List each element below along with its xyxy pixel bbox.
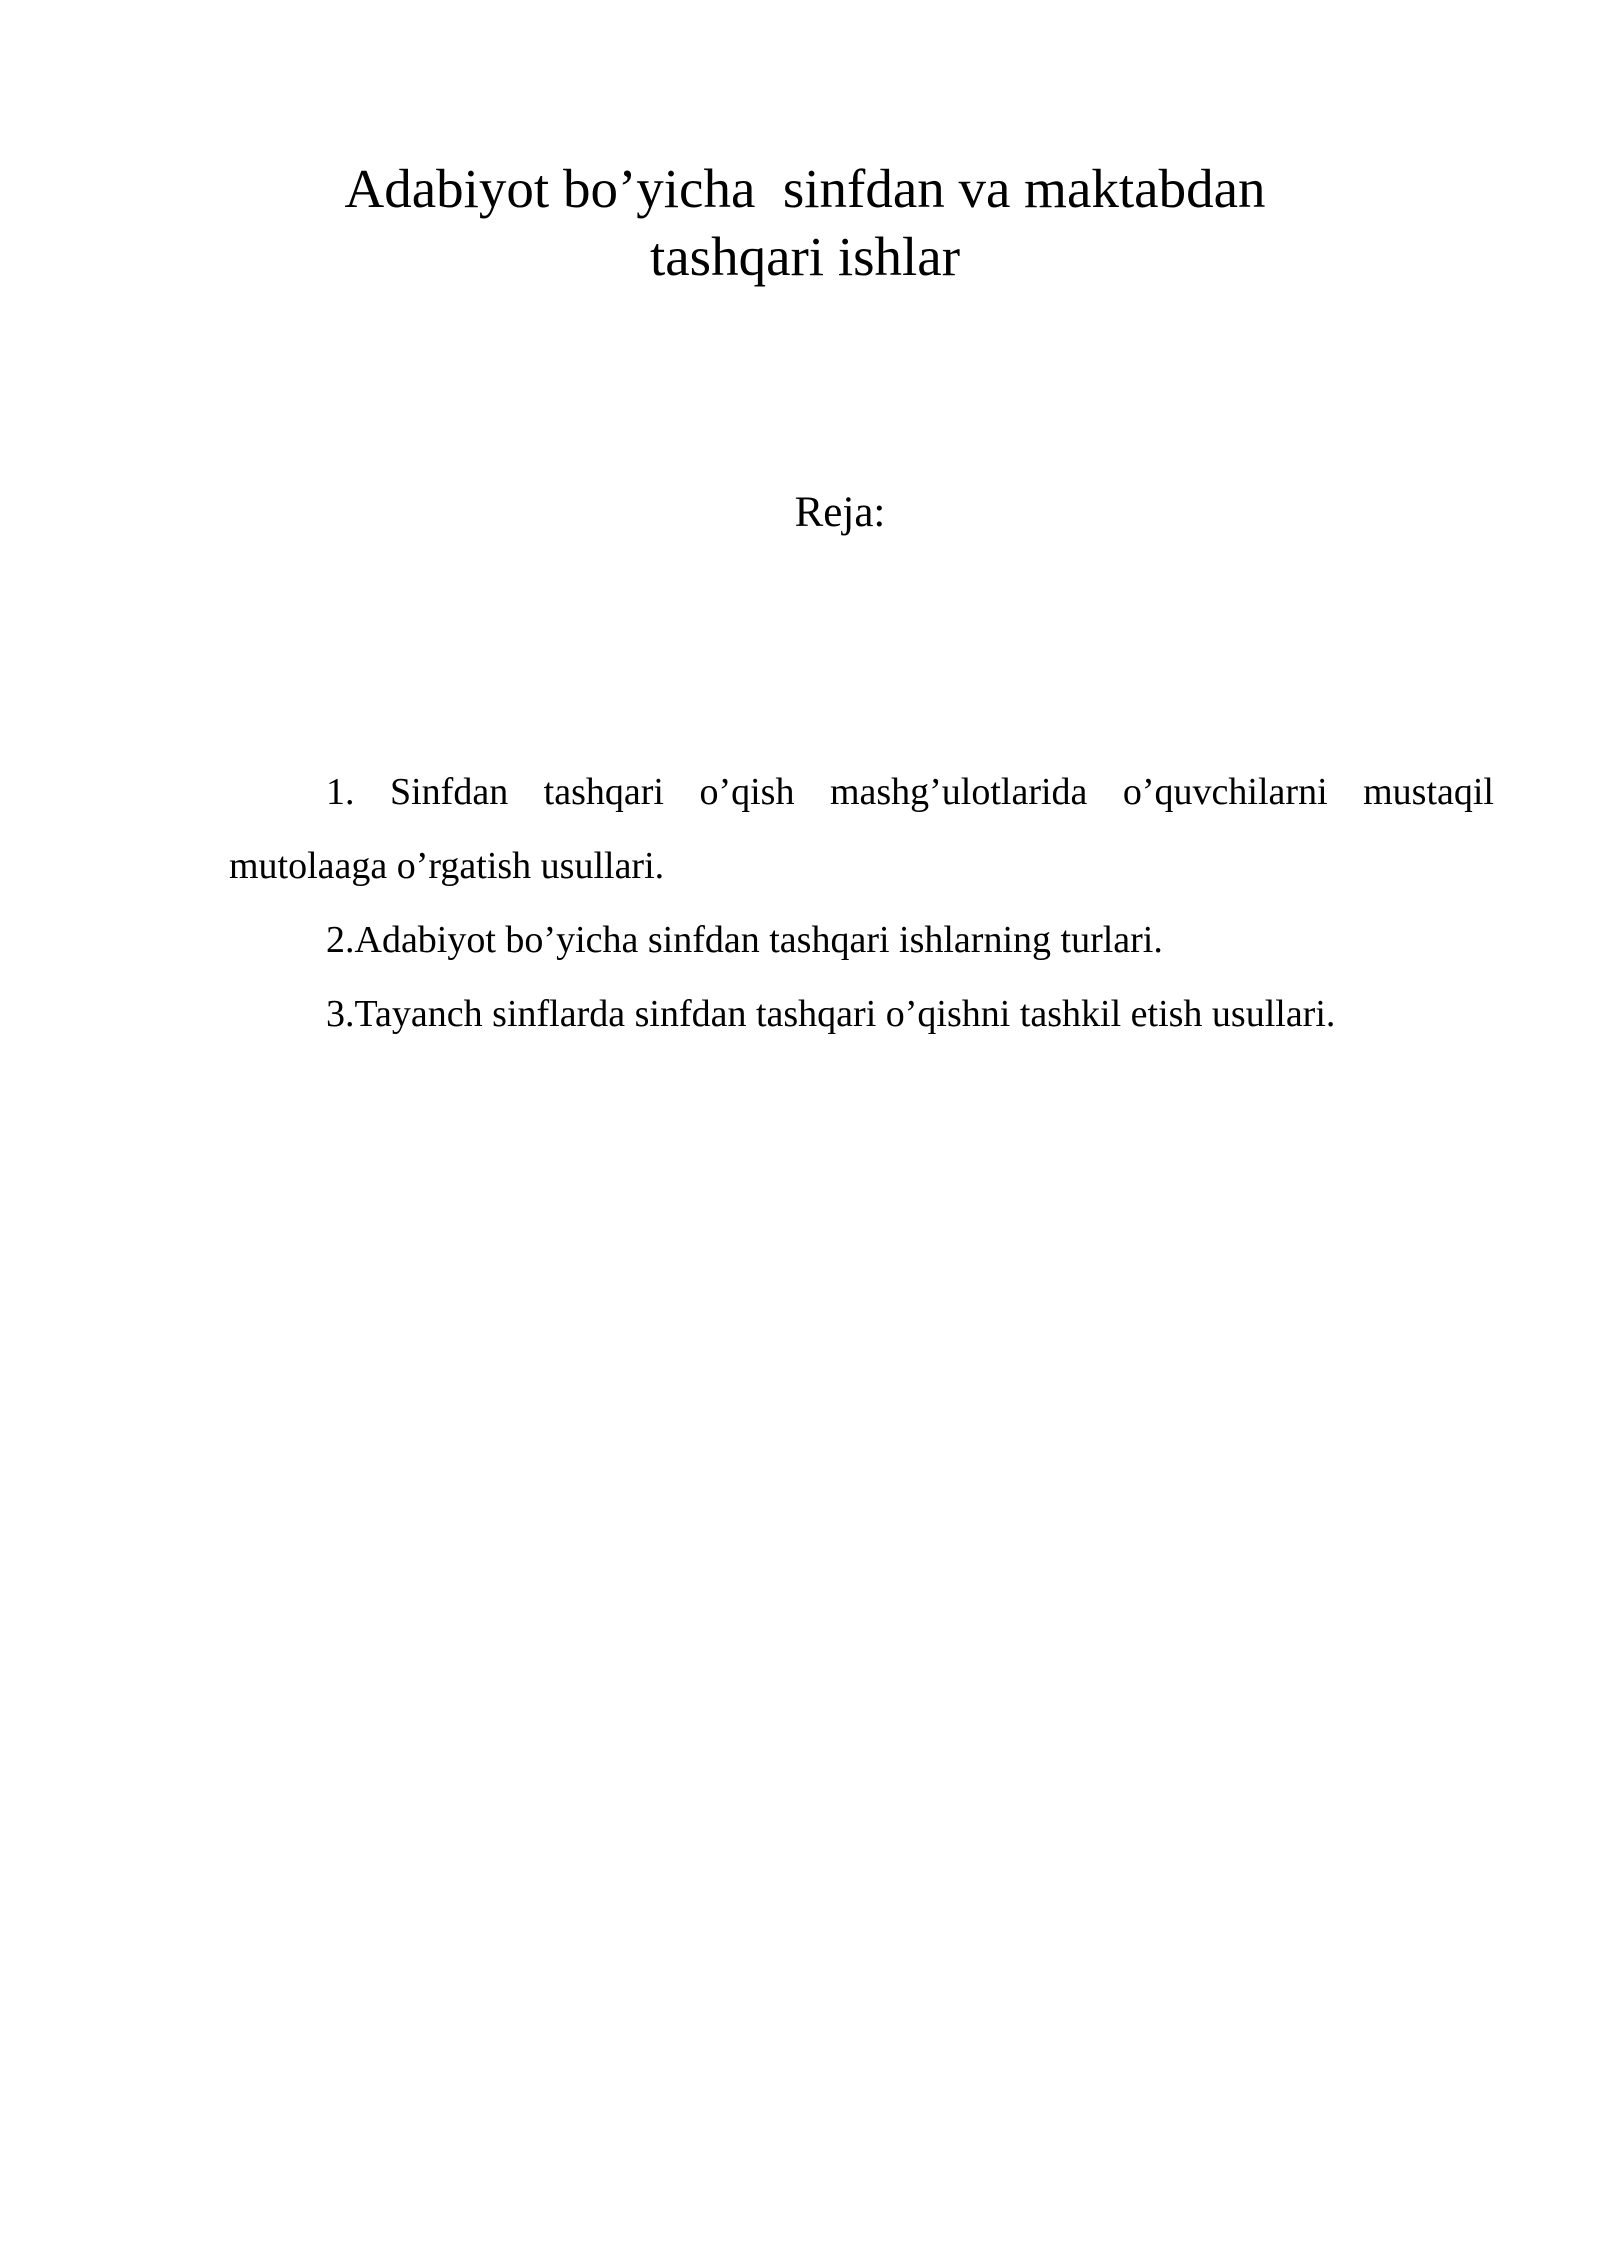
plan-list: [229, 755, 1494, 1051]
plan-item-2: 2.Adabiyot bo’yicha sinfdan tashqari ishlarning turlari.: [326, 919, 1163, 961]
title-line-2: tashqari ishlar: [649, 226, 961, 287]
plan-item-3: 3.Tayanch sinflarda sinfdan tashqari o’qishni tashkil etish usullari.: [326, 993, 1336, 1035]
title-line-1: Adabiyot bo’yicha sinfdan va maktabdan: [344, 158, 1266, 219]
document-title: [300, 155, 1310, 291]
plan-heading: Reja:: [794, 489, 886, 536]
plan-item-1: 1. Sinfdan tashqari o’qish mashg’ulotlarida o’quvchilarni mustaqil mutolaaga o’rgatish usullari.: [229, 771, 1494, 887]
